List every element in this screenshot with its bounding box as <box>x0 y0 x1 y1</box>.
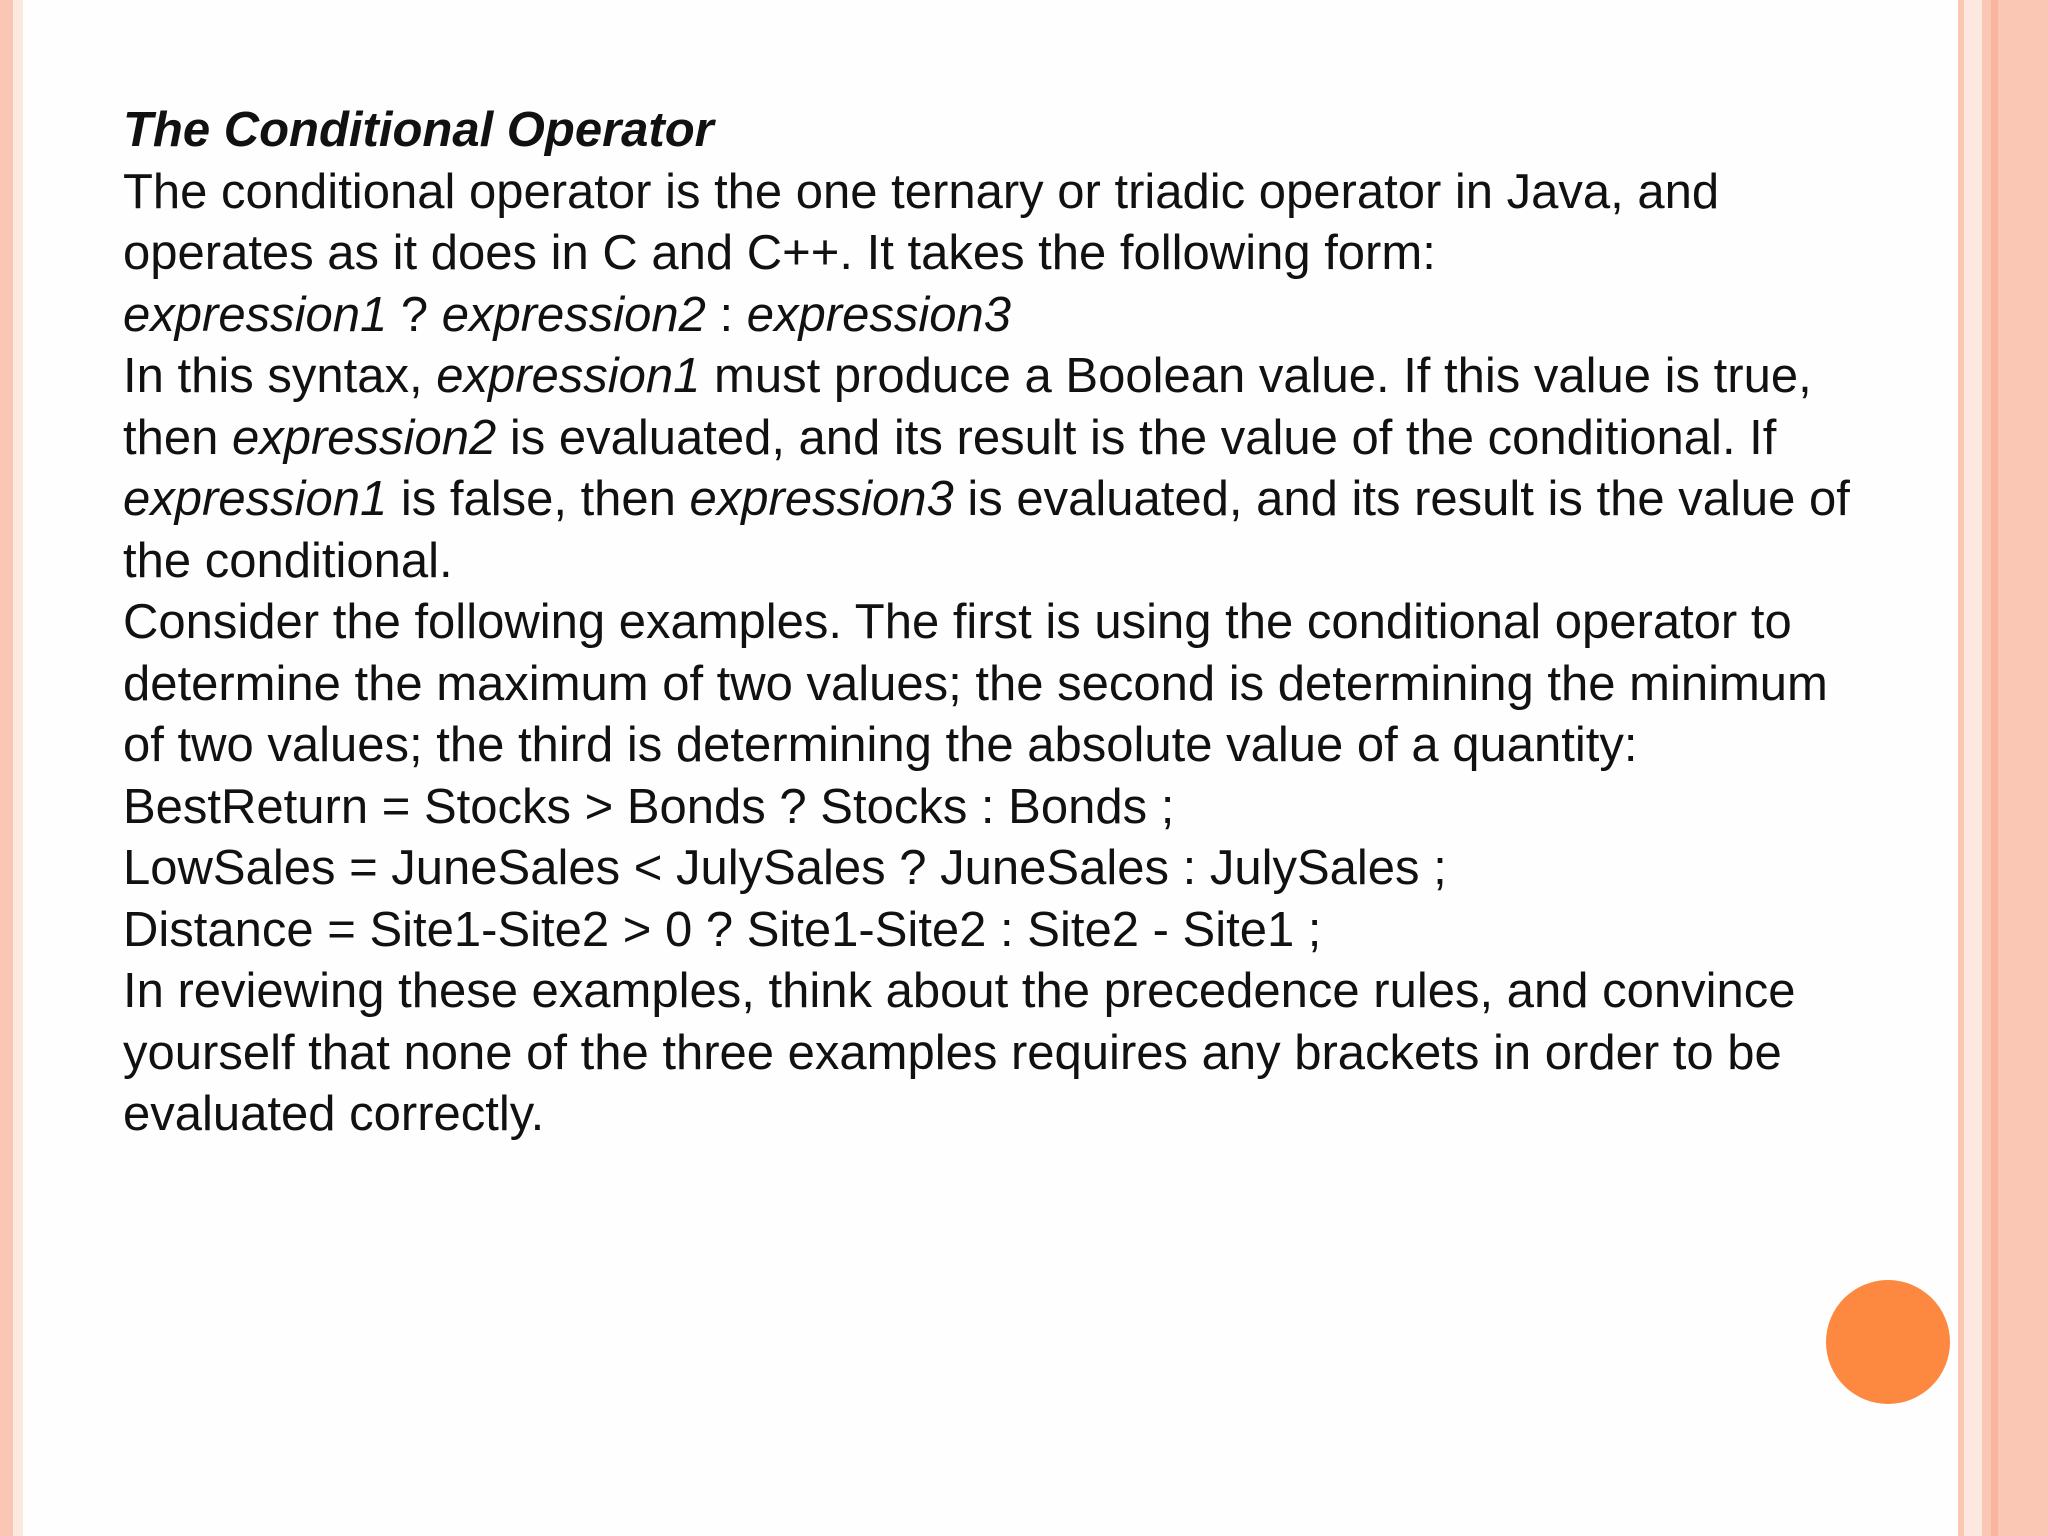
term-expression2: expression2 <box>231 410 497 465</box>
right-border-stripe <box>1991 0 1998 1536</box>
paragraph-explanation-line <box>123 346 1953 408</box>
paragraph-explanation-line <box>123 469 1953 531</box>
right-border-stripe <box>1964 0 1982 1536</box>
syntax-expression1: expression1 <box>123 287 388 342</box>
right-border-stripe <box>1998 0 2048 1536</box>
paragraph-intro-line: operates as it does in C and C++. It takes the following form: <box>123 226 1436 280</box>
paragraph-conclusion-line: evaluated correctly. <box>123 1087 545 1141</box>
syntax-colon: : <box>705 287 747 342</box>
syntax-question-mark: ? <box>387 287 442 342</box>
text-run: then <box>123 410 232 465</box>
paragraph-examples-intro-line: determine the maximum of two values; the second is determining the minimum <box>123 656 1828 711</box>
right-border-stripe <box>1982 0 1991 1536</box>
paragraph-intro-line: The conditional operator is the one ternary or triadic operator in Java, and <box>123 164 1720 219</box>
text-run: In this syntax, <box>123 349 437 403</box>
syntax-expression3: expression3 <box>746 287 1011 342</box>
text-run: must produce a Boolean value. If this value is true, <box>700 349 1812 403</box>
slide-body <box>123 100 1953 1146</box>
term-expression1: expression1 <box>436 349 701 403</box>
orange-circle-decoration <box>1826 1280 1950 1404</box>
term-expression3: expression3 <box>689 472 954 526</box>
paragraph-examples-intro-line: Consider the following examples. The first is using the conditional operator to <box>123 595 1792 649</box>
paragraph-examples-intro-line: of two values; the third is determining the absolute value of a quantity: <box>123 718 1638 772</box>
text-run: is evaluated, and its result is the value of the conditional. If <box>496 410 1777 465</box>
left-border-stripe-inner <box>13 0 23 1536</box>
text-run: is false, then <box>387 472 690 526</box>
text-run: is evaluated, and its result is the value of <box>953 472 1850 526</box>
paragraph-conclusion-line: yourself that none of the three examples requires any brackets in order to be <box>123 1025 1782 1080</box>
paragraph-explanation-line: the conditional. <box>123 533 453 588</box>
term-expression1: expression1 <box>123 472 388 526</box>
left-border-stripe <box>0 0 13 1536</box>
slide-title: The Conditional Operator <box>123 103 714 157</box>
paragraph-conclusion-line: In reviewing these examples, think about the precedence rules, and convince <box>123 964 1796 1018</box>
syntax-line <box>123 285 1953 347</box>
syntax-expression2: expression2 <box>441 287 706 342</box>
paragraph-explanation-line <box>123 408 1953 470</box>
code-example-best-return: BestReturn = Stocks > Bonds ? Stocks : Bonds ; <box>123 779 1175 834</box>
code-example-low-sales: LowSales = JuneSales < JulySales ? JuneSales : JulySales ; <box>123 841 1447 895</box>
code-example-distance: Distance = Site1-Site2 > 0 ? Site1-Site2 : Site2 - Site1 ; <box>123 902 1322 957</box>
